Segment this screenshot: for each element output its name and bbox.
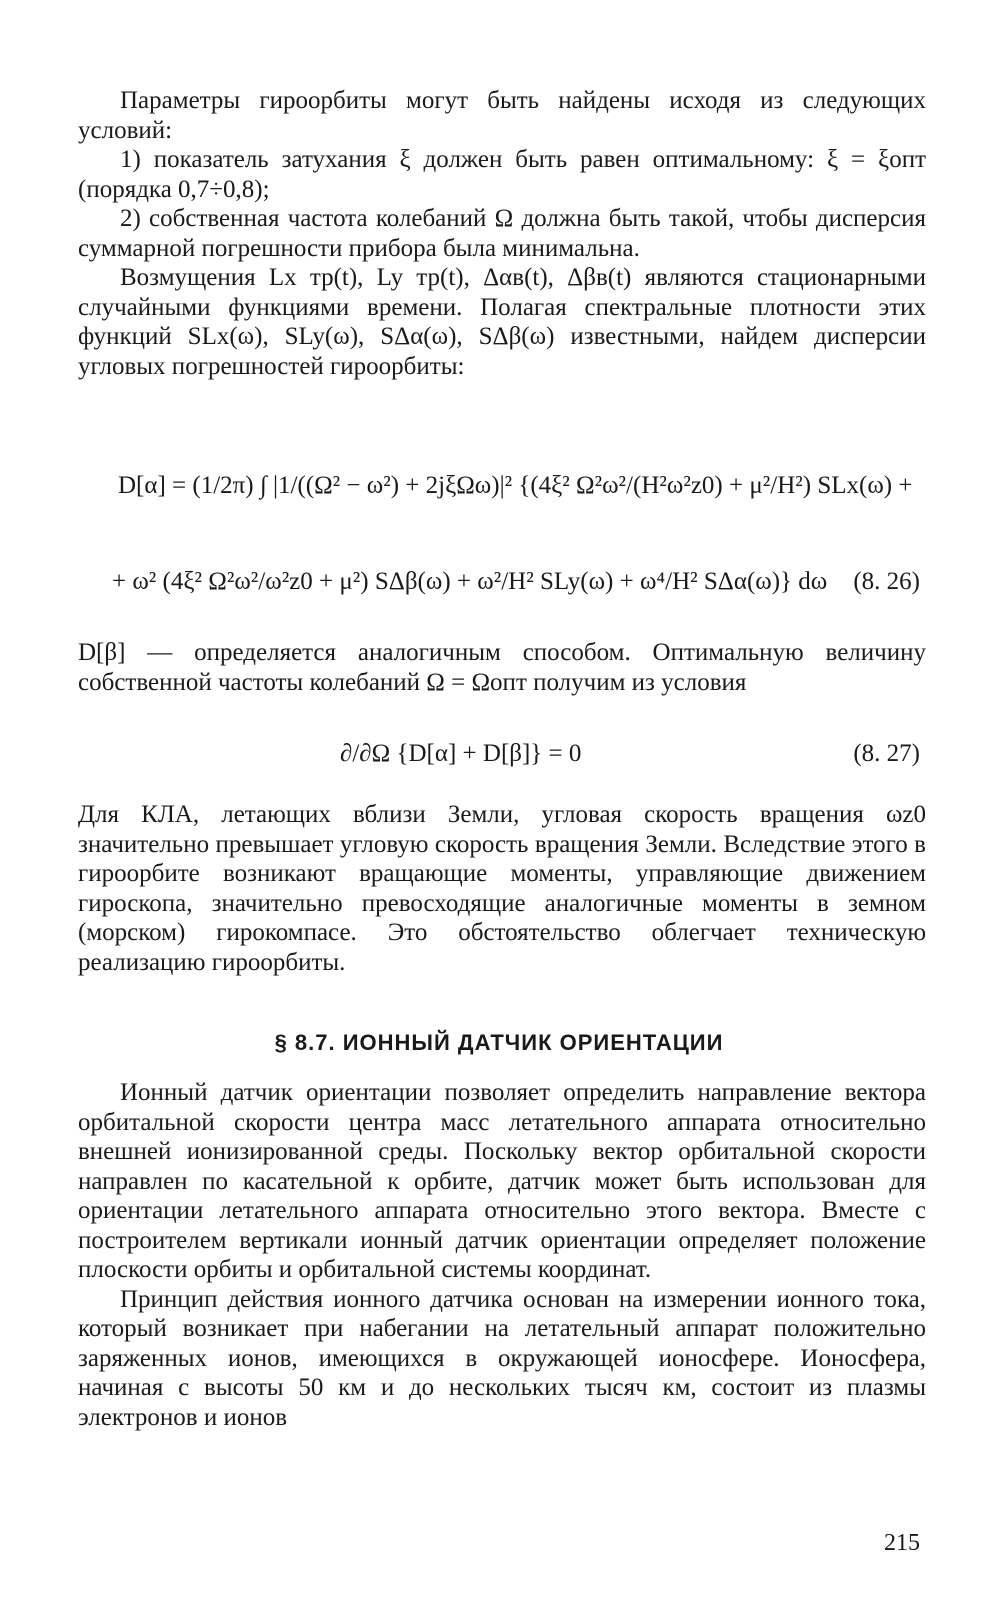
- paragraph-disturbances: Возмущения Lx тр(t), Ly тр(t), Δαв(t), Δβв(t) являются стационарными случайными функциями времени. Полагая спектральные плотности этих функций SLx(ω), SLy(ω), SΔα(ω), SΔβ(ω) известными, найдем дисперсии угловых погрешностей гироорбиты:: [78, 264, 926, 380]
- paragraph-principle: Принцип действия ионного датчика основан на измерении ионного тока, который возникает при набегании на летательный аппарат положительно заряженных ионов, имеющихся в окружающей ионосфере. Ионосфера, начиная с высоты 50 км и до нескольких тысяч км, состоит из плазмы электронов и ионов: [78, 1285, 926, 1431]
- text-block-ion-sensor: [78, 1078, 926, 1432]
- paragraph-intro: Параметры гироорбиты могут быть найдены исходя из следующих условий:: [78, 87, 926, 144]
- paragraph-kla: Для КЛА, летающих вблизи Земли, угловая скорость вращения ωz0 значительно превышает угловую скорость вращения Земли. Вследствие этого в гироорбите возникают вращающие моменты, управляющие движением гироскопа, значительно превосходящие аналогичные моменты в земном (морском) гирокомпасе. Это обстоятельство облегчает техническую реализацию гироорбиты.: [78, 801, 926, 976]
- text-block-kla: [78, 800, 926, 977]
- paragraph-d-beta: D[β] — определяется аналогичным способом. Оптимальную величину собственной частоты колебаний Ω = Ωопт получим из условия: [78, 639, 926, 696]
- paragraph-condition-1: 1) показатель затухания ξ должен быть равен оптимальному: ξ = ξопт (порядка 0,7÷0,8);: [78, 146, 926, 203]
- page-number: 215: [884, 1530, 920, 1556]
- text-block-top: [78, 86, 926, 381]
- section-heading: § 8.7. ИОННЫЙ ДАТЧИК ОРИЕНТАЦИИ: [274, 1030, 724, 1055]
- text-block-d-beta: [78, 638, 926, 697]
- equation-8-26-line-2: + ω² (4ξ² Ω²ω²/ω²z0 + μ²) SΔβ(ω) + ω²/H² SLy(ω) + ω⁴/H² SΔα(ω)} dω: [112, 568, 828, 595]
- paragraph-ion-sensor: Ионный датчик ориентации позволяет определить направление вектора орбитальной скорости центра масс летательного аппарата относительно внешней ионизированной среды. Поскольку вектор орбитальной скорости направлен по касательной к орбите, датчик может быть использован для ориентации летательного аппарата относительно этого вектора. Вместе с построителем вертикали ионный датчик ориентации определяет положение плоскости орбиты и орбитальной системы координат.: [78, 1079, 926, 1283]
- paragraph-condition-2: 2) собственная частота колебаний Ω должна быть такой, чтобы дисперсия суммарной погрешности прибора была минимальна.: [78, 205, 926, 262]
- equation-number-8-26: (8. 26): [853, 568, 920, 595]
- equation-8-26-line-1: D[α] = (1/2π) ∫ |1/((Ω² − ω²) + 2jξΩω)|² {(4ξ² Ω²ω²/(H²ω²z0) + μ²/H²) SLx(ω) +: [118, 472, 913, 499]
- equation-8-27: ∂/∂Ω {D[α] + D[β]} = 0: [340, 740, 582, 767]
- equation-number-8-27: (8. 27): [853, 740, 920, 767]
